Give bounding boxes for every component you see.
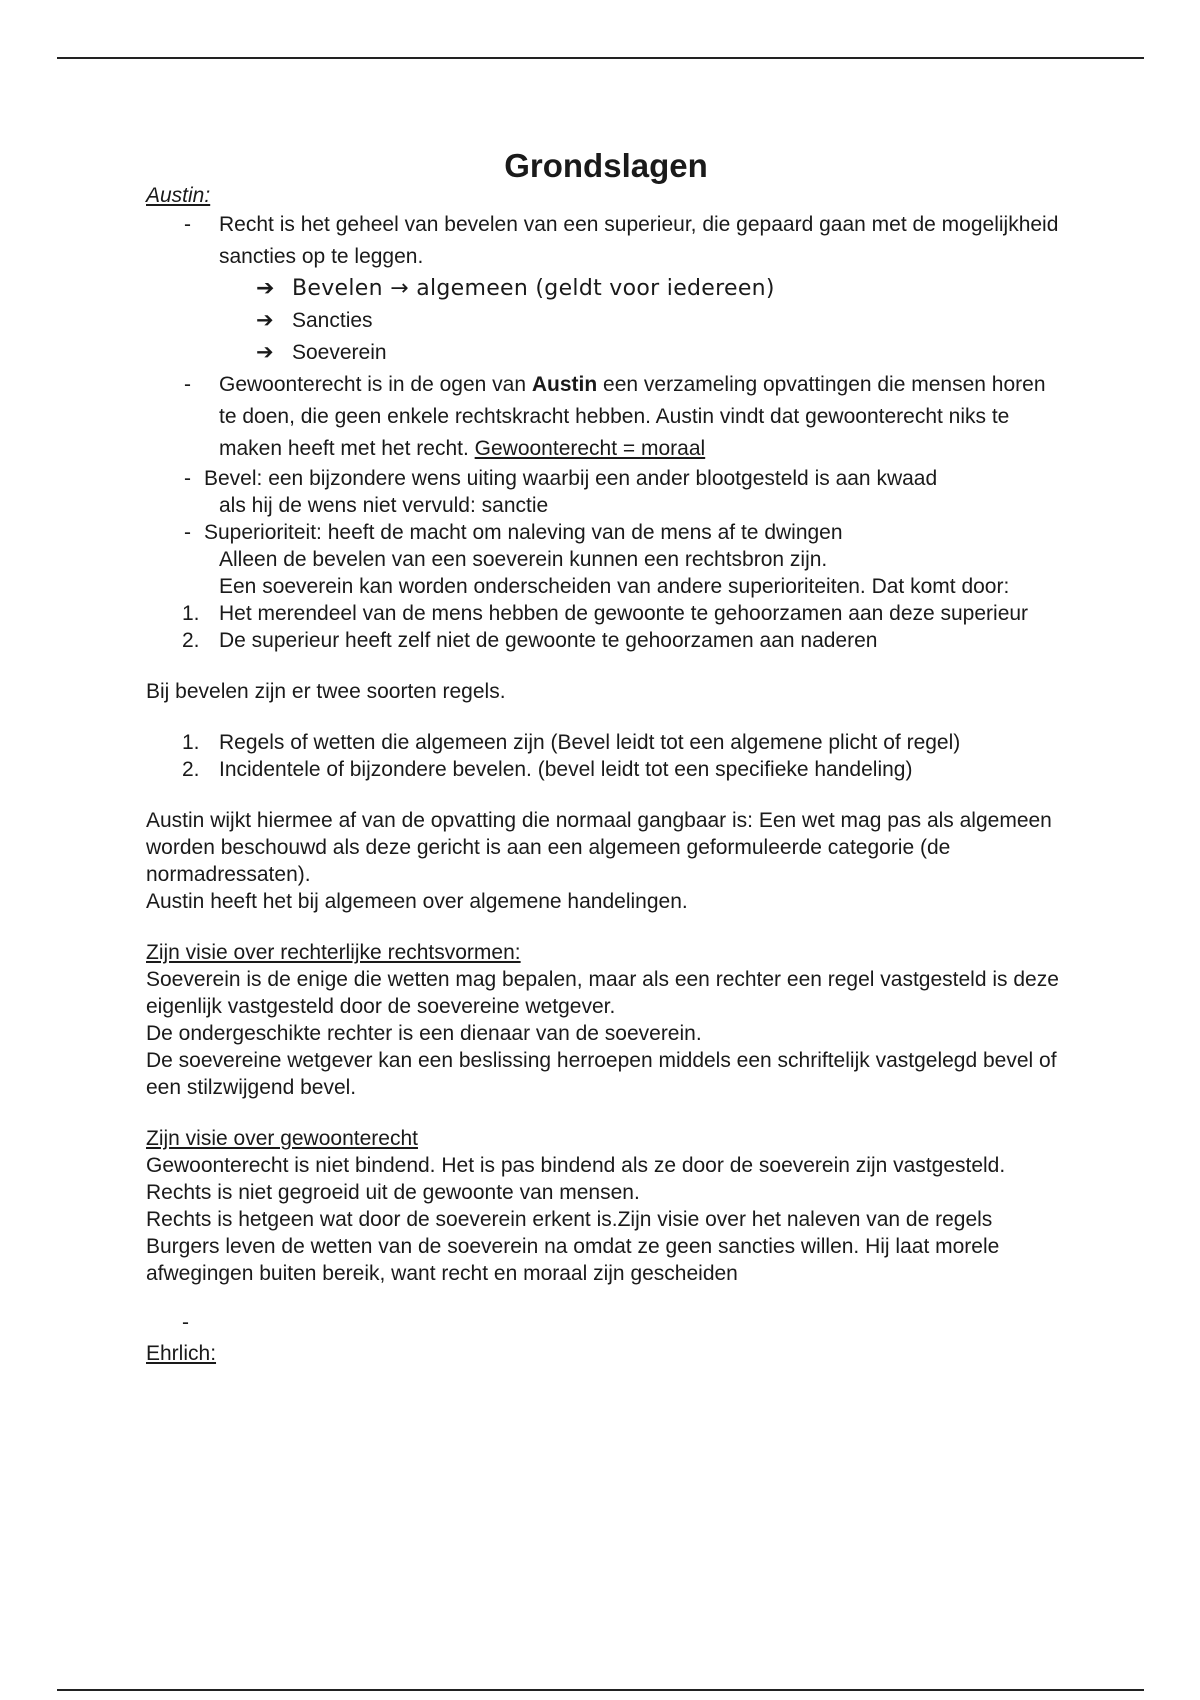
paragraph: Bij bevelen zijn er twee soorten regels.: [146, 680, 506, 703]
gewoonterecht-moraal: Gewoonterecht = moraal: [474, 437, 706, 460]
bullet-dash: -: [184, 213, 191, 236]
arrow-list: [146, 273, 1066, 369]
austin-heading: Austin:: [146, 184, 211, 207]
austin-bold: Austin: [531, 373, 598, 396]
paragraph: Soeverein is de enige die wetten mag bepalen, maar als een rechter een regel vastgesteld is deze eigenlijk vastgesteld door de soevereine wetgever.: [146, 968, 1059, 1018]
list-item: 2. De superieur heeft zelf niet de gewoonte te gehoorzamen aan naderen: [182, 629, 878, 652]
arrow-item: ➔ Sancties: [146, 305, 1066, 337]
bullet-bevel-cont: als hij de wens niet vervuld: sanctie: [219, 494, 549, 517]
soeverein-line: Een soeverein kan worden onderscheiden van andere superioriteiten. Dat komt door:: [219, 575, 1010, 598]
bullet-dash: -: [184, 521, 191, 544]
bullet-dash: -: [184, 373, 191, 396]
document-page: [146, 140, 1066, 1367]
list-item: 1. Het merendeel van de mens hebben de gewoonte te gehoorzamen aan deze superieur: [182, 602, 1029, 625]
bullet-text: Recht is het geheel van bevelen van een superieur, die gepaard gaan met de mogelijkheid sancties op te leggen.: [219, 213, 1059, 268]
arrow-item: ➔ Soeverein: [146, 337, 1066, 369]
arrow-icon: ➔: [256, 309, 274, 332]
page-title: Grondslagen: [504, 147, 708, 184]
paragraph: De soevereine wetgever kan een beslissing herroepen middels een schriftelijk vastgelegd bevel of een stilzwijgend bevel.: [146, 1049, 1057, 1099]
paragraph: Gewoonterecht is niet bindend. Het is pas bindend als ze door de soeverein zijn vastgesteld. Rechts is niet gegroeid uit de gewoonte van mensen.: [146, 1154, 1006, 1204]
bottom-rule: [57, 1689, 1144, 1691]
arrow-item: ➔ Bevelen → algemeen (geldt voor iedereen): [146, 273, 1066, 305]
paragraph: Austin wijkt hiermee af van de opvatting die normaal gangbaar is: Een wet mag pas als algemeen worden beschouwd als deze gericht is aan een algemeen geformuleerde categorie (de normadressaten).: [146, 809, 1052, 886]
section-heading: Zijn visie over gewoonterecht: [146, 1127, 418, 1150]
arrow-icon: ➔: [256, 341, 274, 364]
bullet-superioriteit: - Superioriteit: heeft de macht om naleving van de mens af te dwingen: [184, 521, 843, 544]
list-item: 2. Incidentele of bijzondere bevelen. (bevel leidt tot een specifieke handeling): [182, 758, 913, 781]
ehrlich-heading: Ehrlich:: [146, 1342, 217, 1365]
bullet-dash: -: [184, 467, 191, 490]
arrow-icon: ➔: [256, 276, 275, 301]
paragraph: Rechts is hetgeen wat door de soeverein erkent is.Zijn visie over het naleven van de regels: [146, 1208, 993, 1231]
section-heading: Zijn visie over rechterlijke rechtsvormen:: [146, 941, 521, 964]
bullet-gewoonterecht: - Gewoonterecht is in de ogen van Austin een verzameling opvattingen die mensen horen te doen, die geen enkele rechtskracht hebben. Austin vindt dat gewoonterecht niks te maken heeft met het recht. Gewoonterecht = moraal: [146, 369, 1066, 465]
bullet-recht: [146, 209, 1066, 273]
bullet-bevel: - Bevel: een bijzondere wens uiting waarbij een ander blootgesteld is aan kwaad: [184, 467, 938, 490]
empty-bullet: -: [182, 1311, 189, 1334]
paragraph: Austin heeft het bij algemeen over algemene handelingen.: [146, 890, 688, 913]
paragraph: Burgers leven de wetten van de soeverein na omdat ze geen sancties willen. Hij laat morele afwegingen buiten bereik, want recht en moraal zijn gescheiden: [146, 1235, 1000, 1285]
paragraph: De ondergeschikte rechter is een dienaar van de soeverein.: [146, 1022, 702, 1045]
soeverein-line: Alleen de bevelen van een soeverein kunnen een rechtsbron zijn.: [219, 548, 828, 571]
list-item: 1. Regels of wetten die algemeen zijn (Bevel leidt tot een algemene plicht of regel): [182, 731, 961, 754]
top-rule: [57, 57, 1144, 59]
